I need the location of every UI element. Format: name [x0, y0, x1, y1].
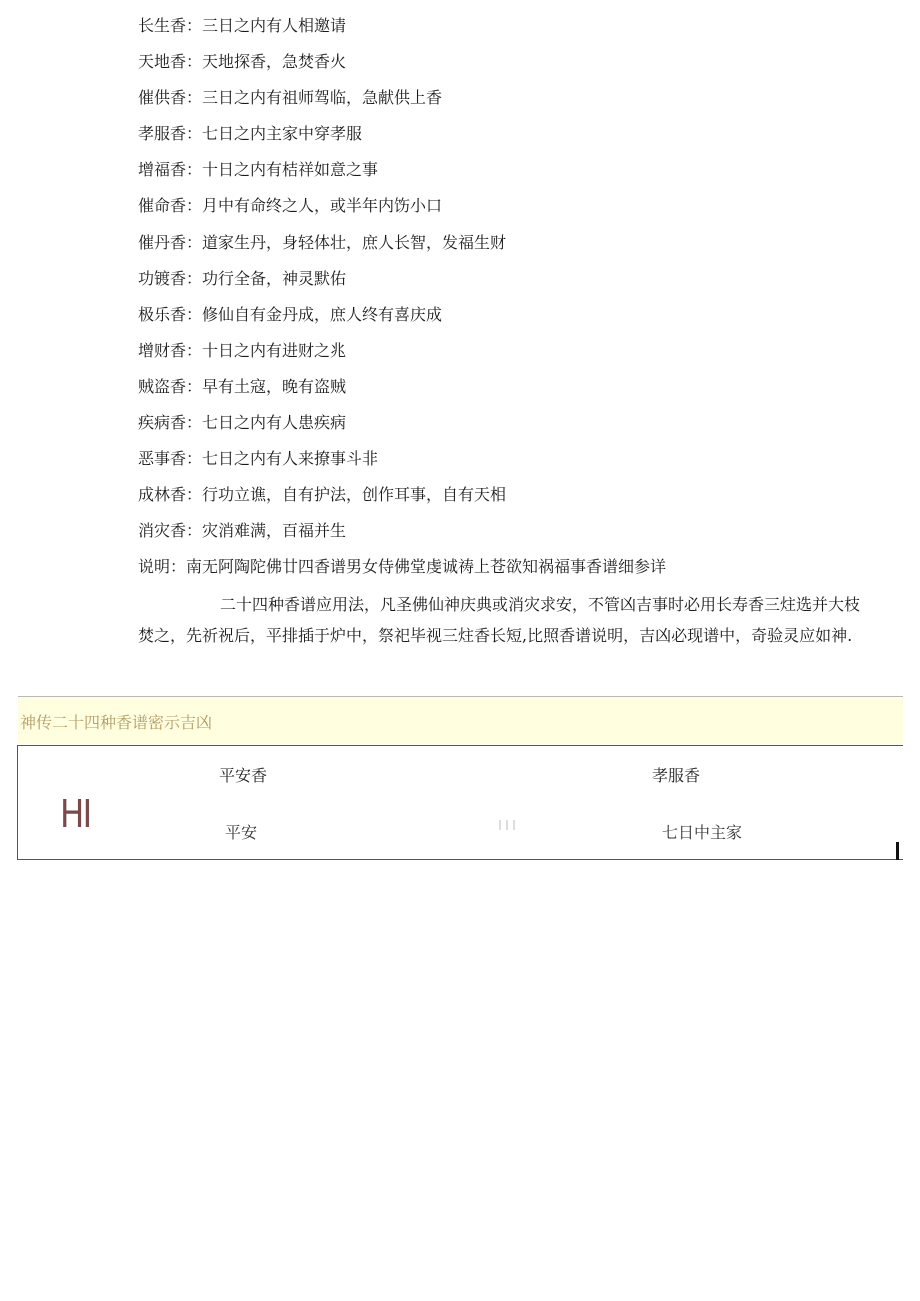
incense-entry-name: 成林香: [138, 485, 187, 505]
incense-table: [17, 745, 903, 860]
incense-entry-name: 功镀香: [138, 268, 187, 288]
incense-entry: [138, 230, 908, 266]
incense-entry-name: 疾病香: [138, 413, 187, 433]
section-header: [18, 696, 903, 744]
incense-entry-name: 恶事香: [138, 449, 187, 469]
incense-entry-description: 灾消难满，百福并生: [202, 521, 347, 541]
usage-paragraph-line-2: 焚之，先祈祝后，平排插于炉中，祭祀毕视三炷香长短,比照香谱说明，吉凶必现谱中，奇验灵应如神.: [138, 626, 853, 645]
incense-entry-separator: ：: [186, 376, 203, 396]
incense-entry-name: 增福香: [138, 160, 187, 180]
incense-entry: [138, 518, 908, 554]
incense-entry-separator: ：: [186, 304, 203, 324]
incense-entry: [138, 302, 908, 338]
incense-entry-separator: ：: [186, 52, 203, 72]
incense-entry: [138, 482, 908, 518]
usage-paragraph: [138, 589, 902, 651]
incense-entry-description: 南无阿陶陀佛廿四香谱男女侍佛堂虔诚祷上苍欲知祸福事香谱细参详: [186, 557, 667, 577]
incense-entry: [138, 554, 908, 590]
incense-entry: [138, 85, 908, 121]
incense-entry-separator: ：: [170, 557, 187, 577]
incense-entry-description: 七日之内有人患疾病: [202, 413, 347, 433]
incense-entry: [138, 193, 908, 229]
incense-entry-separator: ：: [186, 160, 203, 180]
incense-entry-name: 天地香: [138, 52, 187, 72]
incense-entry: [138, 121, 908, 157]
incense-entry-description: 早有土寇，晚有盗贼: [202, 376, 347, 396]
incense-entry-separator: ：: [186, 521, 203, 541]
incense-entry: [138, 157, 908, 193]
incense-entry-separator: ：: [186, 268, 203, 288]
incense-entry-separator: ：: [186, 485, 203, 505]
incense-entry-separator: ：: [186, 196, 203, 216]
incense-entry: [138, 266, 908, 302]
hl-logo-image: HI: [60, 792, 91, 836]
table-col2-header: 孝服香: [652, 766, 701, 785]
incense-entry-description: 十日之内有进财之兆: [202, 340, 347, 360]
scroll-edge-mark: [896, 842, 899, 860]
incense-entry-name: 极乐香: [138, 304, 187, 324]
incense-entry-description: 行功立谯，自有护法，创作耳事，自有天相: [202, 485, 507, 505]
incense-entry-name: 消灾香: [138, 521, 187, 541]
incense-entry-separator: ：: [186, 232, 203, 252]
table-col1-text: 平安: [225, 823, 258, 842]
incense-entry-name: 增财香: [138, 340, 187, 360]
incense-entry-description: 道家生丹，身轻体壮，庶人长智，发福生财: [202, 232, 507, 252]
incense-entry-name: 孝服香: [138, 124, 187, 144]
incense-entry-separator: ：: [186, 413, 203, 433]
incense-entry-name: 催命香: [138, 196, 187, 216]
incense-entry-name: 说明: [138, 557, 171, 577]
incense-entry-name: 长生香: [138, 16, 187, 35]
incense-entry-separator: ：: [186, 88, 203, 108]
incense-entry: [138, 13, 908, 49]
incense-entry: [138, 446, 908, 482]
incense-entry: [138, 374, 908, 410]
section-title: 神传二十四种香谱密示吉凶: [20, 713, 213, 732]
table-col1-header: 平安香: [219, 766, 268, 785]
incense-entry-description: 七日之内有人来撩事斗非: [202, 449, 379, 469]
incense-entry-description: 天地探香，急焚香火: [202, 52, 347, 72]
incense-entry-separator: ：: [186, 124, 203, 144]
incense-entry-description: 修仙自有金丹成，庶人终有喜庆成: [202, 304, 443, 324]
incense-entry-description: 七日之内主家中穿孝服: [202, 124, 363, 144]
table-divider-ticks: [498, 820, 516, 830]
incense-entry: [138, 49, 908, 85]
incense-entry-description: 三日之内有人相邀请: [202, 16, 347, 35]
incense-entry-description: 功行全备，神灵默佑: [202, 268, 347, 288]
incense-entry-separator: ：: [186, 16, 203, 35]
incense-entry-separator: ：: [186, 340, 203, 360]
incense-entry: [138, 338, 908, 374]
incense-entry-name: 贼盗香: [138, 376, 187, 396]
incense-entry-description: 十日之内有桔祥如意之事: [202, 160, 379, 180]
incense-entry-name: 催供香: [138, 88, 187, 108]
incense-entry-separator: ：: [186, 449, 203, 469]
incense-entry-name: 催丹香: [138, 232, 187, 252]
table-col2-text: 七日中主家: [662, 823, 743, 842]
incense-entry-description: 月中有命终之人，或半年内饬小口: [202, 196, 443, 216]
incense-entry-list: [138, 13, 908, 591]
usage-paragraph-line-1: 二十四种香谱应用法，凡圣佛仙神庆典或消灾求安，不管凶吉事时必用长寿香三炷选并大枝: [220, 595, 861, 614]
incense-entry: [138, 410, 908, 446]
incense-entry-description: 三日之内有祖师驾临，急献供上香: [202, 88, 443, 108]
